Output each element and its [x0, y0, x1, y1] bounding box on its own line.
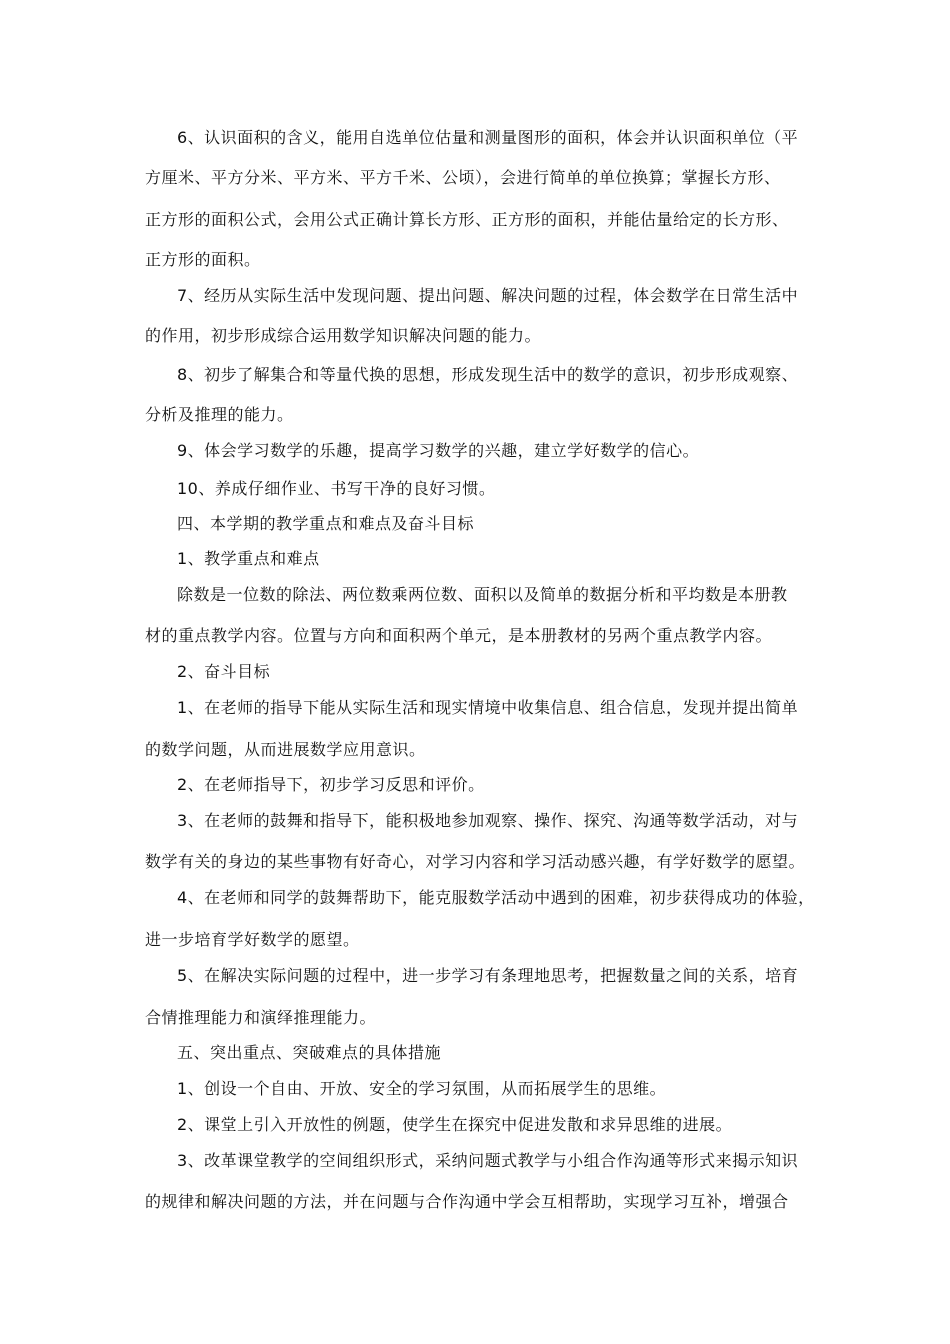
paragraph-line: 正方形的面积。 [145, 250, 261, 269]
paragraph-line: 8、初步了解集合和等量代换的思想，形成发现生活中的数学的意识，初步形成观察、 [177, 365, 799, 384]
paragraph-line: 10、养成仔细作业、书写干净的良好习惯。 [177, 479, 496, 498]
paragraph-line: 1、在老师的指导下能从实际生活和现实情境中收集信息、组合信息，发现并提出简单 [177, 698, 799, 717]
paragraph-line: 1、创设一个自由、开放、安全的学习氛围，从而拓展学生的思维。 [177, 1079, 667, 1098]
section-heading: 五、突出重点、突破难点的具体措施 [177, 1043, 442, 1062]
subsection-heading: 2、奋斗目标 [177, 662, 271, 681]
paragraph-line: 的数学问题，从而进展数学应用意识。 [145, 740, 426, 759]
paragraph-line: 3、改革课堂教学的空间组织形式，采纳问题式教学与小组合作沟通等形式来揭示知识 [177, 1151, 799, 1170]
paragraph-line: 7、经历从实际生活中发现问题、提出问题、解决问题的过程，体会数学在日常生活中 [177, 286, 799, 305]
paragraph-line: 的规律和解决问题的方法，并在问题与合作沟通中学会互相帮助，实现学习互补，增强合 [145, 1192, 789, 1211]
paragraph-line: 材的重点教学内容。位置与方向和面积两个单元，是本册教材的另两个重点教学内容。 [145, 626, 773, 645]
section-heading: 四、本学期的教学重点和难点及奋斗目标 [177, 514, 475, 533]
paragraph-line: 9、体会学习数学的乐趣，提高学习数学的兴趣，建立学好数学的信心。 [177, 441, 700, 460]
paragraph-line: 除数是一位数的除法、两位数乘两位数、面积以及简单的数据分析和平均数是本册教 [177, 585, 788, 604]
paragraph-line: 正方形的面积公式，会用公式正确计算长方形、正方形的面积，并能估量给定的长方形、 [145, 210, 789, 229]
paragraph-line: 3、在老师的鼓舞和指导下，能积极地参加观察、操作、探究、沟通等数学活动，对与 [177, 811, 799, 830]
paragraph-line: 的作用，初步形成综合运用数学知识解决问题的能力。 [145, 326, 542, 345]
subsection-heading: 1、教学重点和难点 [177, 549, 320, 568]
paragraph-line: 5、在解决实际问题的过程中，进一步学习有条理地思考，把握数量之间的关系，培育 [177, 966, 799, 985]
paragraph-line: 数学有关的身边的某些事物有好奇心，对学习内容和学习活动感兴趣，有学好数学的愿望。 [145, 852, 806, 871]
paragraph-line: 合情推理能力和演绎推理能力。 [145, 1008, 377, 1027]
paragraph-line: 4、在老师和同学的鼓舞帮助下，能克服数学活动中遇到的困难，初步获得成功的体验， [177, 888, 815, 907]
paragraph-line: 分析及推理的能力。 [145, 405, 294, 424]
paragraph-line: 2、课堂上引入开放性的例题，使学生在探究中促进发散和求异思维的进展。 [177, 1115, 733, 1134]
paragraph-line: 2、在老师指导下，初步学习反思和评价。 [177, 775, 485, 794]
paragraph-line: 6、认识面积的含义，能用自选单位估量和测量图形的面积，体会并认识面积单位（平 [177, 128, 799, 147]
paragraph-line: 方厘米、平方分米、平方米、平方千米、公顷），会进行简单的单位换算；掌握长方形、 [145, 168, 781, 187]
paragraph-line: 进一步培育学好数学的愿望。 [145, 930, 360, 949]
